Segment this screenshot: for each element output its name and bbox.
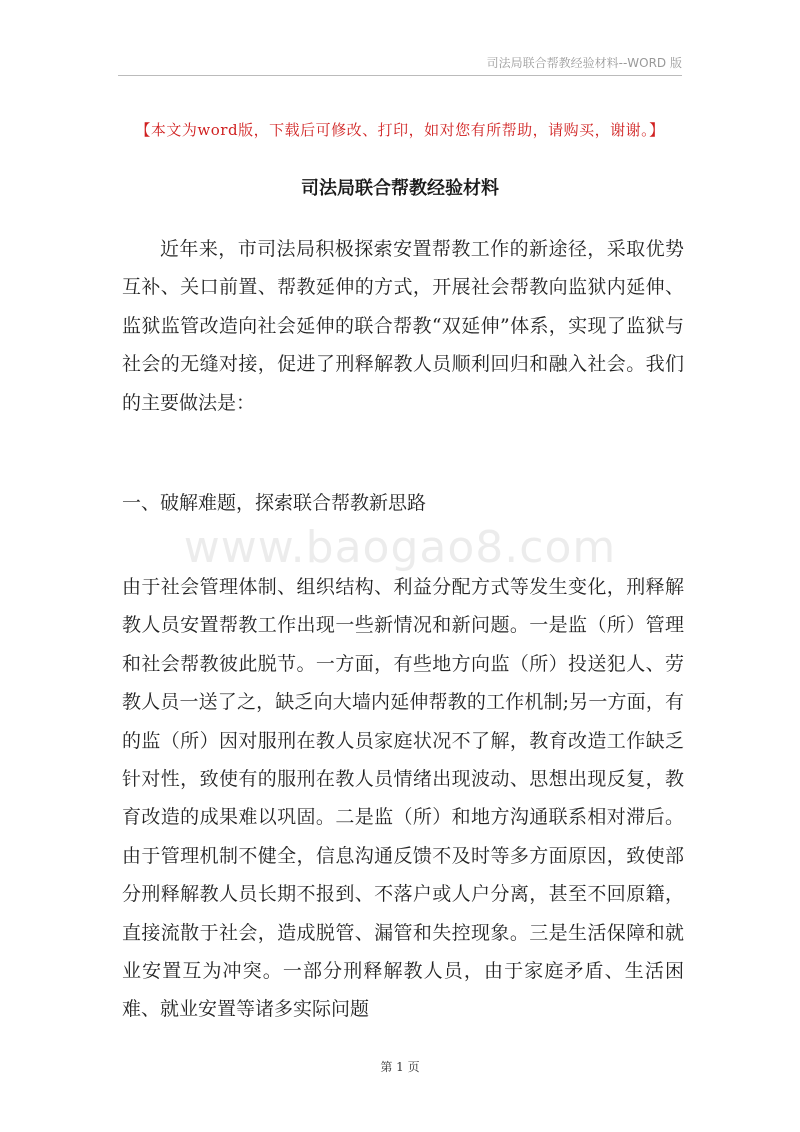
download-notice: 【本文为word版，下载后可修改、打印，如对您有所帮助，请购买，谢谢。】 <box>135 121 665 139</box>
document-title: 司法局联合帮教经验材料 <box>301 178 499 199</box>
running-header: 司法局联合帮教经验材料--WORD 版 <box>486 56 682 70</box>
watermark: www.baogao8.com <box>183 522 617 573</box>
header-divider <box>118 75 682 76</box>
page-number: 第 1 页 <box>380 1060 420 1074</box>
section-paragraph: 由于社会管理体制、组织结构、利益分配方式等发生变化，刑释解教人员安置帮教工作出现一些新情况和新问题。一是监（所）管理和社会帮教彼此脱节。一方面，有些地方向监（所）投送犯人、劳教人员一送了之，缺乏向大墙内延伸帮教的工作机制;另一方面，有的监（所）因对服刑在教人员家庭状况不了解，教育改造工作缺乏针对性，致使有的服刑在教人员情绪出现波动、思想出现反复，教育改造的成果难以巩固。二是监（所）和地方沟通联系相对滞后。由于管理机制不健全，信息沟通反馈不及时等多方面原因，致使部分刑释解教人员长期不报到、不落户或人户分离，甚至不回原籍，直接流散于社会，造成脱管、漏管和失控现象。三是生活保障和就业安置互为冲突。一部分刑释解教人员，由于家庭矛盾、生活困难、就业安置等诸多实际问题 <box>122 576 684 1021</box>
section-heading: 一、破解难题，探索联合帮教新思路 <box>122 492 427 514</box>
intro-paragraph: 近年来，市司法局积极探索安置帮教工作的新途径，采取优势互补、关口前置、帮教延伸的方式，开展社会帮教向监狱内延伸、监狱监管改造向社会延伸的联合帮教“双延伸”体系，实现了监狱与社会的无缝对接，促进了刑释解教人员顺利回归和融入社会。我们的主要做法是： <box>122 238 684 414</box>
